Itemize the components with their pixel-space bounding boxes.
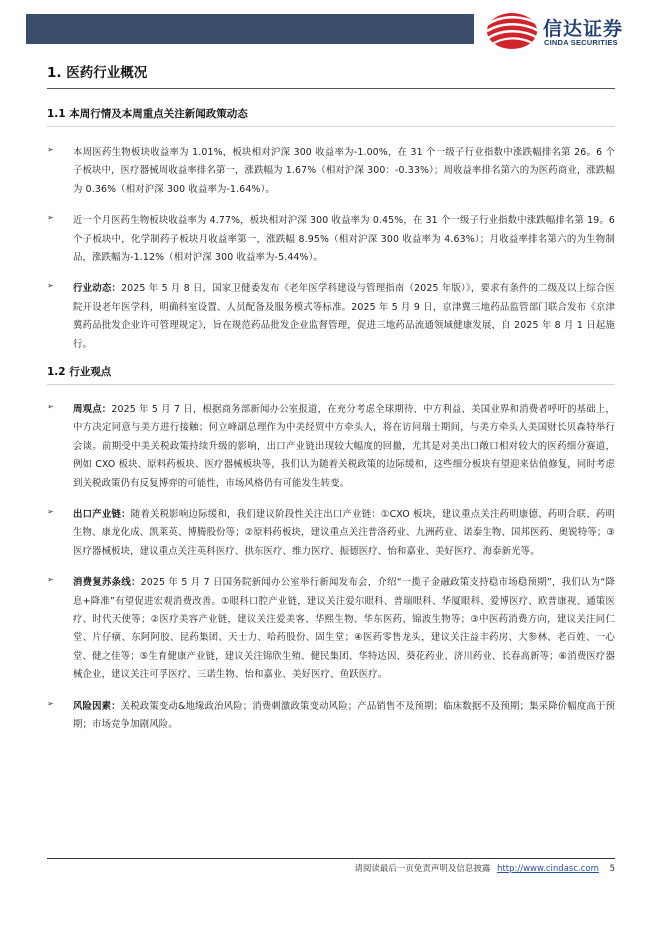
list-item [47,574,615,684]
list-item [47,144,615,199]
bullet-arrow-icon: ➢ [47,575,54,585]
page-number: 5 [609,864,615,874]
footer-disclaimer: 请阅读最后一页免责声明及信息披露 [354,864,491,874]
list-item [47,401,615,493]
bullet-text: 周观点：2025 年 5 月 7 日，根据商务部新闻办公室报道，在充分考虑全球期待、中方利益、美国业界和消费者呼吁的基础上，中方决定同意与美方进行接触；何立峰副总理作为中美经贸中方牵头人，将在访问瑞士期间，与美方牵头人美国财长贝森特举行会谈。前期受中美关税政策持续升级的影响，出口产业链出现较大幅度的回撤，尤其是对美出口敞口相对较大的医药细分赛道，例如 CXO 板块、原料药板块、医疗器械板块等，我们认为随着关税政策的边际缓和，这些细分板块有望迎来估值修复，同时考虑到关税政策仍有反复博弈的可能性，市场风格仍有可能发生转变。 [73,404,615,489]
list-item [47,280,615,354]
subsection-rule-2 [47,384,615,385]
bullet-list-weekly [47,144,615,367]
page-footer [354,862,615,874]
subsection-title-2: 1.2 行业观点 [47,366,112,378]
section-title: 1. 医药行业概况 [47,65,148,81]
header-bar [26,14,474,44]
list-item [47,698,615,735]
bullet-text: 消费复苏条线：2025 年 5 月 7 日国务院新闻办公室举行新闻发布会，介绍“一揽子金融政策支持稳市场稳预期”，我们认为“降息+降准”有望促进宏观消费改善。①眼科口腔产业链，建议关注爱尔眼科、普瑞眼科、华厦眼科、爱博医疗、欧普康视、通策医疗、时代天使等；②医疗美容产业链，建议关注爱美客、华熙生物、华东医药、锦波生物等；③中医药消费方向，建议关注同仁堂、片仔癀、东阿阿胶、昆药集团、天士力、哈药股份、固生堂；④医药零售龙头，建议关注益丰药房、大参林、老百姓、一心堂、健之佳等；⑤生育健康产业链，建议关注锦欣生殖、健民集团、华特达因、葵花药业、济川药业、长春高新等；⑥消费医疗器械企业，建议关注可孚医疗、三诺生物、怡和嘉业、美好医疗、鱼跃医疗。 [73,577,615,681]
bullet-arrow-icon: ➢ [47,281,54,291]
bullet-arrow-icon: ➢ [47,402,54,411]
bullet-list-views [47,401,615,748]
bullet-text: 风险因素：关税政策变动&地缘政治风险；消费刺激政策变动风险；产品销售不及预期；临床数据不及预期；集采降价幅度高于预期；市场竞争加剧风险。 [73,700,615,731]
bullet-text: 行业动态：2025 年 5 月 8 日，国家卫健委发布《老年医学科建设与管理指南（2025 年版）》，要求有条件的二级及以上综合医院开设老年医学科，明确科室设置、人员配备及服务模式等标准。2025 年 5 月 9 日，京津冀三地药品监管部门联合发布《京津冀药品批发企业许可管理规定》，旨在规范药品批发企业监督管理，促进三地药品流通领域健康发展，自 2025 年 8 月 1 日起施行。 [73,283,615,350]
section-title-rule [47,88,615,89]
list-item [47,212,615,267]
logo-name-cn: 信达证券 [543,18,624,40]
bullet-arrow-icon: ➢ [47,213,54,223]
bullet-arrow-icon: ➢ [47,698,54,708]
logo-name-en: CINDA SECURITIES [544,38,618,47]
list-item [47,506,615,561]
bullet-arrow-icon: ➢ [47,507,54,517]
bullet-text: 本周医药生物板块收益率为 1.01%，板块相对沪深 300 收益率为-1.00%，在 31 个一级子行业指数中涨跌幅排名第 26。6 个子板块中，医疗器械周收益率排名第一，涨跌幅为 1.67%（相对沪深 300：-0.33%）；周收益率排名第六的为医药商业，涨跌幅为 0.36%（相对沪深 300 收益率为-1.64%）。 [73,147,615,195]
footer-rule [47,858,615,859]
subsection-rule-1 [47,126,615,127]
bullet-text: 近一个月医药生物板块收益率为 4.77%，板块相对沪深 300 收益率为 0.45%，在 31 个一级子行业指数中涨跌幅排名第 19。6 个子板块中，化学制药子板块月收益率第一，涨跌幅 8.95%（相对沪深 300 收益率为 4.63%）；月收益率排名第六的为生物制品，涨跌幅为-1.12%（相对沪深 300 收益率为-5.44%）。 [73,215,615,264]
cinda-logo [484,10,644,52]
subsection-title-1: 1.1 本周行情及本周重点关注新闻政策动态 [47,108,248,120]
bullet-text: 出口产业链：随着关税影响边际缓和，我们建议阶段性关注出口产业链：①CXO 板块，建议重点关注药明康德、药明合联、药明生物、康龙化成、凯莱英、博腾股份等；②原料药板块，建议重点关注普洛药业、九洲药业、诺泰生物、国邦医药、奥锐特等；③医疗器械板块，建议重点关注英科医疗、拱东医疗、维力医疗、振德医疗、怡和嘉业、美好医疗、海泰新光等。 [73,509,616,557]
cinda-globe-icon [484,10,542,52]
footer-website-link[interactable]: http://www.cindasc.com [497,864,599,874]
bullet-arrow-icon: ➢ [47,145,54,154]
